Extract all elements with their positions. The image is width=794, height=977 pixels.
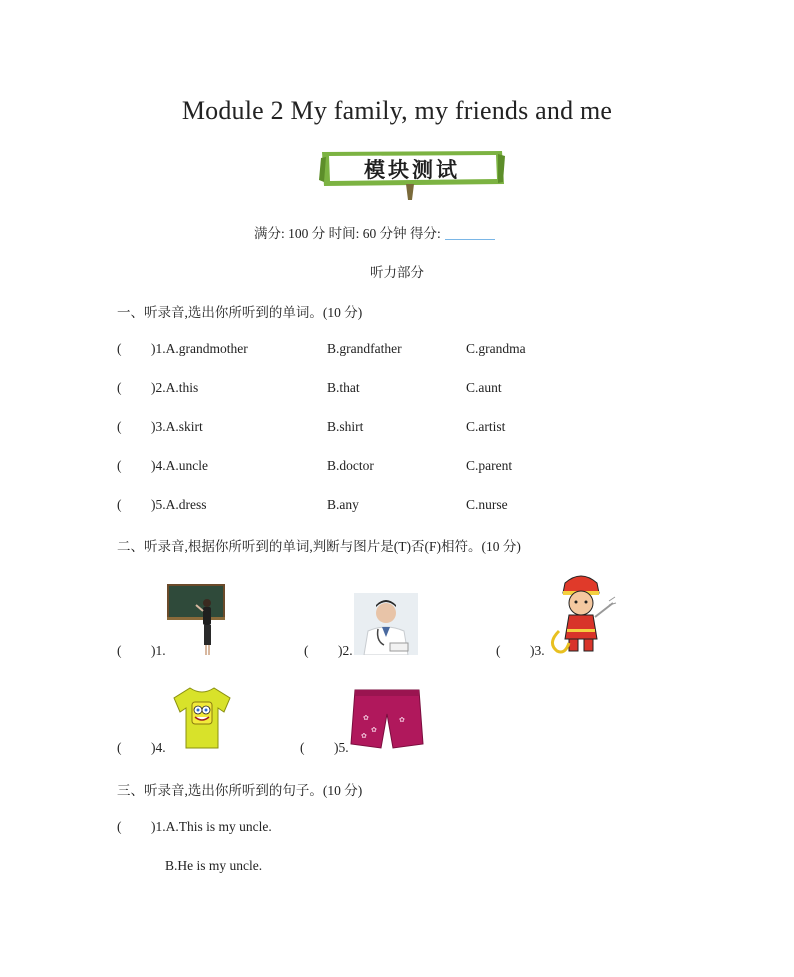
answer-paren[interactable]: ( xyxy=(300,740,305,755)
section-two-heading: 二、听录音,根据你所听到的单词,判断与图片是(T)否(F)相符。(10 分) xyxy=(117,539,521,554)
answer-paren[interactable]: ( xyxy=(117,740,122,755)
question-number: )4. xyxy=(151,740,166,755)
section-one-heading: 一、听录音,选出你所听到的单词。(10 分) xyxy=(117,305,363,320)
option-a: )3.A.skirt xyxy=(151,419,203,434)
option-b: B.shirt xyxy=(327,419,364,434)
option-b: B.any xyxy=(327,497,359,512)
question-number: )3. xyxy=(530,643,545,658)
question-number: )2. xyxy=(338,643,353,658)
option-c: C.aunt xyxy=(466,380,502,395)
svg-text:✿: ✿ xyxy=(399,716,405,724)
option-c: C.grandma xyxy=(466,341,526,356)
answer-paren[interactable]: ( xyxy=(117,380,122,395)
option-b: B.grandfather xyxy=(327,341,402,356)
answer-paren[interactable]: ( xyxy=(117,458,122,473)
page-title: Module 2 My family, my friends and me xyxy=(181,96,613,125)
answer-paren[interactable]: ( xyxy=(117,341,122,356)
list-item xyxy=(117,419,203,435)
svg-text:✿: ✿ xyxy=(371,726,377,734)
score-line xyxy=(254,222,495,242)
list-item xyxy=(496,643,545,659)
question-number: )1. xyxy=(151,643,166,658)
section-label: 听力部分 xyxy=(370,265,424,280)
svg-text:✿: ✿ xyxy=(361,732,367,740)
list-item xyxy=(117,819,272,835)
shorts-icon xyxy=(349,688,425,750)
option-b: B.that xyxy=(327,380,360,395)
list-item xyxy=(117,643,166,659)
teacher-blackboard-icon xyxy=(167,583,227,657)
list-item xyxy=(300,740,349,756)
list-item xyxy=(304,643,353,659)
tshirt-icon xyxy=(172,686,232,750)
answer-paren[interactable]: ( xyxy=(117,819,122,834)
option-b: B.doctor xyxy=(327,458,374,473)
option-c: C.parent xyxy=(466,458,513,473)
list-item xyxy=(117,497,207,513)
banner-text: 模块测试 xyxy=(364,158,460,182)
question-number: )5. xyxy=(334,740,349,755)
list-item xyxy=(117,380,198,396)
doctor-icon xyxy=(354,593,418,655)
option-a: )1.A.This is my uncle. xyxy=(151,819,272,834)
answer-paren[interactable]: ( xyxy=(496,643,501,658)
option-c: C.artist xyxy=(466,419,506,434)
option-a: )1.A.grandmother xyxy=(151,341,248,356)
section-three-heading: 三、听录音,选出你所听到的句子。(10 分) xyxy=(117,783,363,798)
score-blank[interactable] xyxy=(445,227,495,240)
svg-text:✿: ✿ xyxy=(363,714,369,722)
list-item xyxy=(117,341,248,357)
option-b: B.He is my uncle. xyxy=(165,858,263,873)
answer-paren[interactable]: ( xyxy=(117,643,122,658)
option-a: )5.A.dress xyxy=(151,497,207,512)
answer-paren[interactable]: ( xyxy=(117,419,122,434)
answer-paren[interactable]: ( xyxy=(117,497,122,512)
option-a: )4.A.uncle xyxy=(151,458,208,473)
answer-paren[interactable]: ( xyxy=(304,643,309,658)
list-item xyxy=(117,458,208,474)
list-item xyxy=(117,740,166,756)
banner xyxy=(318,148,506,202)
option-c: C.nurse xyxy=(466,497,508,512)
firefighter-icon xyxy=(545,573,617,655)
option-a: )2.A.this xyxy=(151,380,199,395)
score-line-text: 满分: 100 分 时间: 60 分钟 得分: xyxy=(254,226,441,241)
